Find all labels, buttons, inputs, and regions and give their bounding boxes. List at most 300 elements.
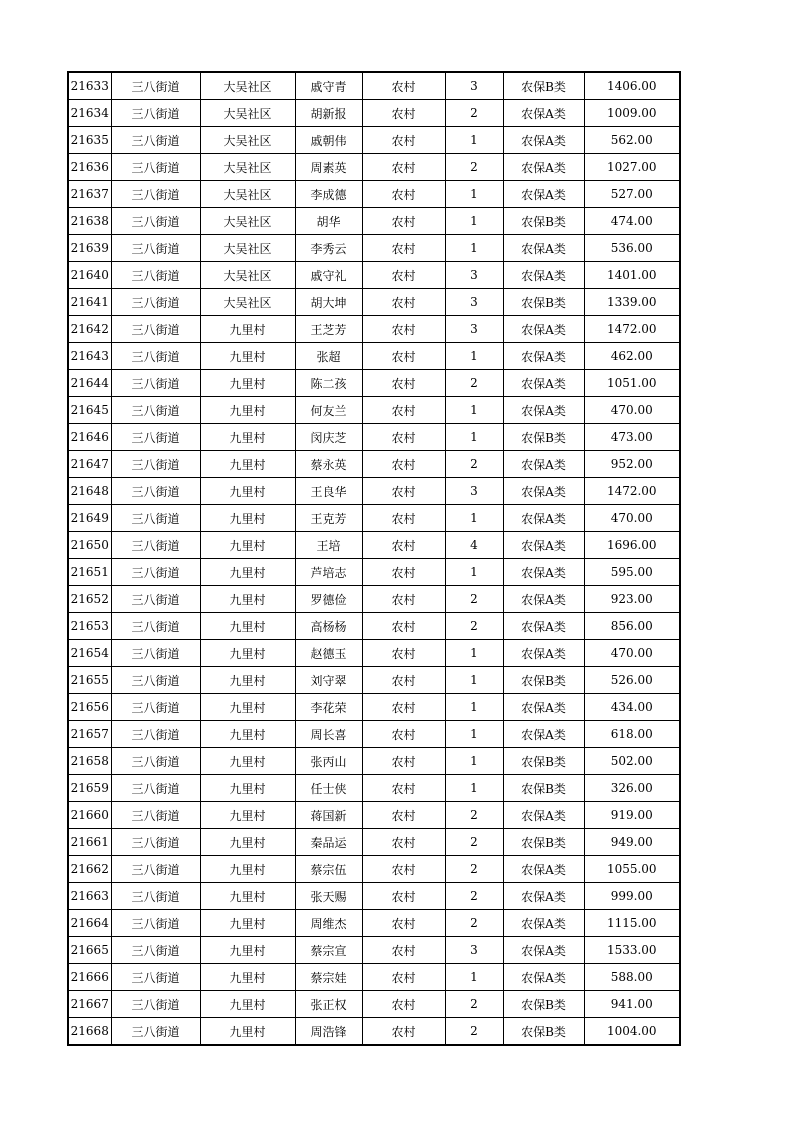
table-row: [68, 937, 680, 964]
community-cell: 九里村: [200, 802, 295, 829]
street-cell: 三八街道: [111, 235, 200, 262]
name-cell: 胡大坤: [295, 289, 362, 316]
table-row: [68, 397, 680, 424]
community-cell: 九里村: [200, 964, 295, 991]
household-size-cell: 2: [445, 370, 503, 397]
insurance-type-cell: 农保A类: [503, 937, 584, 964]
area-type-cell: 农村: [362, 235, 445, 262]
street-cell: 三八街道: [111, 100, 200, 127]
insurance-type-cell: 农保A类: [503, 505, 584, 532]
name-cell: 张正权: [295, 991, 362, 1018]
insurance-type-cell: 农保A类: [503, 154, 584, 181]
area-type-cell: 农村: [362, 72, 445, 100]
street-cell: 三八街道: [111, 262, 200, 289]
community-cell: 九里村: [200, 775, 295, 802]
area-type-cell: 农村: [362, 964, 445, 991]
street-cell: 三八街道: [111, 586, 200, 613]
community-cell: 九里村: [200, 613, 295, 640]
area-type-cell: 农村: [362, 694, 445, 721]
amount-cell: 462.00: [584, 343, 680, 370]
household-size-cell: 1: [445, 397, 503, 424]
street-cell: 三八街道: [111, 721, 200, 748]
amount-cell: 1472.00: [584, 316, 680, 343]
area-type-cell: 农村: [362, 127, 445, 154]
amount-cell: 1051.00: [584, 370, 680, 397]
street-cell: 三八街道: [111, 370, 200, 397]
row-id-cell: 21661: [68, 829, 111, 856]
name-cell: 周浩锋: [295, 1018, 362, 1046]
table-row: [68, 991, 680, 1018]
name-cell: 蔡宗伍: [295, 856, 362, 883]
household-size-cell: 1: [445, 640, 503, 667]
amount-cell: 470.00: [584, 505, 680, 532]
insurance-type-cell: 农保A类: [503, 586, 584, 613]
row-id-cell: 21653: [68, 613, 111, 640]
row-id-cell: 21648: [68, 478, 111, 505]
name-cell: 李花荣: [295, 694, 362, 721]
community-cell: 九里村: [200, 586, 295, 613]
row-id-cell: 21662: [68, 856, 111, 883]
row-id-cell: 21657: [68, 721, 111, 748]
household-size-cell: 1: [445, 964, 503, 991]
household-size-cell: 1: [445, 505, 503, 532]
table-row: [68, 856, 680, 883]
name-cell: 李成德: [295, 181, 362, 208]
area-type-cell: 农村: [362, 532, 445, 559]
community-cell: 九里村: [200, 829, 295, 856]
table-row: [68, 451, 680, 478]
amount-cell: 1533.00: [584, 937, 680, 964]
street-cell: 三八街道: [111, 72, 200, 100]
area-type-cell: 农村: [362, 154, 445, 181]
community-cell: 九里村: [200, 910, 295, 937]
area-type-cell: 农村: [362, 316, 445, 343]
household-size-cell: 1: [445, 748, 503, 775]
community-cell: 九里村: [200, 667, 295, 694]
insurance-type-cell: 农保A类: [503, 802, 584, 829]
insurance-type-cell: 农保B类: [503, 991, 584, 1018]
name-cell: 戚守礼: [295, 262, 362, 289]
insurance-type-cell: 农保B类: [503, 289, 584, 316]
table-row: [68, 802, 680, 829]
row-id-cell: 21664: [68, 910, 111, 937]
street-cell: 三八街道: [111, 613, 200, 640]
name-cell: 闵庆芝: [295, 424, 362, 451]
insurance-type-cell: 农保B类: [503, 667, 584, 694]
community-cell: 大吴社区: [200, 100, 295, 127]
row-id-cell: 21638: [68, 208, 111, 235]
amount-cell: 856.00: [584, 613, 680, 640]
amount-cell: 588.00: [584, 964, 680, 991]
table-row: [68, 262, 680, 289]
table-row: [68, 343, 680, 370]
insurance-type-cell: 农保A类: [503, 370, 584, 397]
name-cell: 蔡宗宣: [295, 937, 362, 964]
row-id-cell: 21647: [68, 451, 111, 478]
insurance-type-cell: 农保B类: [503, 775, 584, 802]
street-cell: 三八街道: [111, 478, 200, 505]
area-type-cell: 农村: [362, 181, 445, 208]
name-cell: 王良华: [295, 478, 362, 505]
insurance-type-cell: 农保A类: [503, 856, 584, 883]
insurance-type-cell: 农保A类: [503, 910, 584, 937]
amount-cell: 1027.00: [584, 154, 680, 181]
name-cell: 罗德俭: [295, 586, 362, 613]
insurance-type-cell: 农保A类: [503, 721, 584, 748]
row-id-cell: 21642: [68, 316, 111, 343]
area-type-cell: 农村: [362, 613, 445, 640]
community-cell: 九里村: [200, 937, 295, 964]
street-cell: 三八街道: [111, 802, 200, 829]
name-cell: 蒋国新: [295, 802, 362, 829]
table-row: [68, 72, 680, 100]
row-id-cell: 21644: [68, 370, 111, 397]
table-row: [68, 829, 680, 856]
row-id-cell: 21666: [68, 964, 111, 991]
amount-cell: 1339.00: [584, 289, 680, 316]
street-cell: 三八街道: [111, 910, 200, 937]
household-size-cell: 2: [445, 451, 503, 478]
community-cell: 九里村: [200, 694, 295, 721]
name-cell: 戚守青: [295, 72, 362, 100]
area-type-cell: 农村: [362, 370, 445, 397]
amount-cell: 1406.00: [584, 72, 680, 100]
street-cell: 三八街道: [111, 424, 200, 451]
row-id-cell: 21633: [68, 72, 111, 100]
name-cell: 胡新报: [295, 100, 362, 127]
amount-cell: 1009.00: [584, 100, 680, 127]
table-row: [68, 775, 680, 802]
name-cell: 王芝芳: [295, 316, 362, 343]
community-cell: 九里村: [200, 505, 295, 532]
household-size-cell: 1: [445, 235, 503, 262]
row-id-cell: 21654: [68, 640, 111, 667]
household-size-cell: 3: [445, 316, 503, 343]
name-cell: 蔡宗娃: [295, 964, 362, 991]
amount-cell: 1115.00: [584, 910, 680, 937]
amount-cell: 952.00: [584, 451, 680, 478]
amount-cell: 949.00: [584, 829, 680, 856]
street-cell: 三八街道: [111, 964, 200, 991]
name-cell: 何友兰: [295, 397, 362, 424]
name-cell: 周素英: [295, 154, 362, 181]
table-row: [68, 910, 680, 937]
amount-cell: 470.00: [584, 397, 680, 424]
insurance-type-cell: 农保A类: [503, 397, 584, 424]
insurance-type-cell: 农保A类: [503, 343, 584, 370]
table-row: [68, 424, 680, 451]
row-id-cell: 21634: [68, 100, 111, 127]
data-table: [67, 71, 681, 1046]
name-cell: 周维杰: [295, 910, 362, 937]
amount-cell: 919.00: [584, 802, 680, 829]
row-id-cell: 21655: [68, 667, 111, 694]
table-row: [68, 640, 680, 667]
household-size-cell: 4: [445, 532, 503, 559]
table-row: [68, 883, 680, 910]
table-row: [68, 208, 680, 235]
insurance-type-cell: 农保A类: [503, 694, 584, 721]
row-id-cell: 21649: [68, 505, 111, 532]
area-type-cell: 农村: [362, 802, 445, 829]
table-row: [68, 667, 680, 694]
row-id-cell: 21641: [68, 289, 111, 316]
area-type-cell: 农村: [362, 424, 445, 451]
table-body: [68, 72, 680, 1045]
street-cell: 三八街道: [111, 208, 200, 235]
community-cell: 九里村: [200, 316, 295, 343]
name-cell: 赵德玉: [295, 640, 362, 667]
row-id-cell: 21637: [68, 181, 111, 208]
row-id-cell: 21651: [68, 559, 111, 586]
street-cell: 三八街道: [111, 343, 200, 370]
insurance-type-cell: 农保A类: [503, 532, 584, 559]
amount-cell: 536.00: [584, 235, 680, 262]
community-cell: 大吴社区: [200, 262, 295, 289]
name-cell: 戚朝伟: [295, 127, 362, 154]
insurance-type-cell: 农保A类: [503, 640, 584, 667]
household-size-cell: 2: [445, 991, 503, 1018]
amount-cell: 473.00: [584, 424, 680, 451]
insurance-type-cell: 农保A类: [503, 316, 584, 343]
street-cell: 三八街道: [111, 559, 200, 586]
household-size-cell: 2: [445, 1018, 503, 1046]
insurance-type-cell: 农保A类: [503, 478, 584, 505]
name-cell: 张丙山: [295, 748, 362, 775]
community-cell: 大吴社区: [200, 154, 295, 181]
area-type-cell: 农村: [362, 748, 445, 775]
household-size-cell: 2: [445, 856, 503, 883]
household-size-cell: 1: [445, 559, 503, 586]
insurance-type-cell: 农保B类: [503, 829, 584, 856]
table-row: [68, 721, 680, 748]
row-id-cell: 21652: [68, 586, 111, 613]
amount-cell: 923.00: [584, 586, 680, 613]
row-id-cell: 21658: [68, 748, 111, 775]
amount-cell: 326.00: [584, 775, 680, 802]
street-cell: 三八街道: [111, 289, 200, 316]
household-size-cell: 1: [445, 424, 503, 451]
table-row: [68, 748, 680, 775]
household-size-cell: 2: [445, 154, 503, 181]
amount-cell: 474.00: [584, 208, 680, 235]
row-id-cell: 21643: [68, 343, 111, 370]
table-row: [68, 370, 680, 397]
area-type-cell: 农村: [362, 937, 445, 964]
name-cell: 周长喜: [295, 721, 362, 748]
community-cell: 大吴社区: [200, 181, 295, 208]
area-type-cell: 农村: [362, 1018, 445, 1046]
street-cell: 三八街道: [111, 640, 200, 667]
household-size-cell: 1: [445, 127, 503, 154]
community-cell: 九里村: [200, 991, 295, 1018]
table-row: [68, 694, 680, 721]
household-size-cell: 2: [445, 100, 503, 127]
table-row: [68, 316, 680, 343]
row-id-cell: 21640: [68, 262, 111, 289]
street-cell: 三八街道: [111, 181, 200, 208]
household-size-cell: 1: [445, 694, 503, 721]
table-row: [68, 964, 680, 991]
community-cell: 九里村: [200, 370, 295, 397]
row-id-cell: 21656: [68, 694, 111, 721]
community-cell: 九里村: [200, 1018, 295, 1046]
area-type-cell: 农村: [362, 883, 445, 910]
community-cell: 九里村: [200, 559, 295, 586]
street-cell: 三八街道: [111, 127, 200, 154]
name-cell: 王克芳: [295, 505, 362, 532]
row-id-cell: 21663: [68, 883, 111, 910]
row-id-cell: 21636: [68, 154, 111, 181]
household-size-cell: 2: [445, 910, 503, 937]
community-cell: 九里村: [200, 397, 295, 424]
table-row: [68, 478, 680, 505]
street-cell: 三八街道: [111, 397, 200, 424]
street-cell: 三八街道: [111, 451, 200, 478]
insurance-type-cell: 农保B类: [503, 748, 584, 775]
street-cell: 三八街道: [111, 316, 200, 343]
name-cell: 张超: [295, 343, 362, 370]
amount-cell: 434.00: [584, 694, 680, 721]
area-type-cell: 农村: [362, 451, 445, 478]
household-size-cell: 1: [445, 208, 503, 235]
name-cell: 秦品运: [295, 829, 362, 856]
name-cell: 王培: [295, 532, 362, 559]
household-size-cell: 3: [445, 262, 503, 289]
name-cell: 刘守翠: [295, 667, 362, 694]
insurance-type-cell: 农保A类: [503, 100, 584, 127]
insurance-type-cell: 农保A类: [503, 964, 584, 991]
name-cell: 张天赐: [295, 883, 362, 910]
amount-cell: 527.00: [584, 181, 680, 208]
household-size-cell: 2: [445, 829, 503, 856]
insurance-type-cell: 农保B类: [503, 208, 584, 235]
table-row: [68, 1018, 680, 1046]
insurance-type-cell: 农保A类: [503, 613, 584, 640]
household-size-cell: 3: [445, 478, 503, 505]
household-size-cell: 3: [445, 72, 503, 100]
community-cell: 九里村: [200, 478, 295, 505]
street-cell: 三八街道: [111, 775, 200, 802]
table-row: [68, 154, 680, 181]
community-cell: 大吴社区: [200, 289, 295, 316]
row-id-cell: 21639: [68, 235, 111, 262]
row-id-cell: 21660: [68, 802, 111, 829]
household-size-cell: 2: [445, 586, 503, 613]
name-cell: 高杨杨: [295, 613, 362, 640]
row-id-cell: 21646: [68, 424, 111, 451]
community-cell: 大吴社区: [200, 208, 295, 235]
row-id-cell: 21650: [68, 532, 111, 559]
amount-cell: 1401.00: [584, 262, 680, 289]
insurance-type-cell: 农保A类: [503, 451, 584, 478]
household-size-cell: 1: [445, 667, 503, 694]
area-type-cell: 农村: [362, 505, 445, 532]
area-type-cell: 农村: [362, 559, 445, 586]
area-type-cell: 农村: [362, 397, 445, 424]
insurance-type-cell: 农保A类: [503, 181, 584, 208]
insurance-type-cell: 农保B类: [503, 424, 584, 451]
area-type-cell: 农村: [362, 856, 445, 883]
household-size-cell: 1: [445, 181, 503, 208]
community-cell: 九里村: [200, 451, 295, 478]
row-id-cell: 21645: [68, 397, 111, 424]
amount-cell: 941.00: [584, 991, 680, 1018]
community-cell: 九里村: [200, 424, 295, 451]
insurance-type-cell: 农保A类: [503, 235, 584, 262]
name-cell: 任士侠: [295, 775, 362, 802]
household-size-cell: 1: [445, 775, 503, 802]
name-cell: 胡华: [295, 208, 362, 235]
street-cell: 三八街道: [111, 505, 200, 532]
table-row: [68, 559, 680, 586]
household-size-cell: 1: [445, 343, 503, 370]
amount-cell: 526.00: [584, 667, 680, 694]
area-type-cell: 农村: [362, 262, 445, 289]
street-cell: 三八街道: [111, 532, 200, 559]
table-row: [68, 235, 680, 262]
insurance-type-cell: 农保A类: [503, 559, 584, 586]
table-row: [68, 532, 680, 559]
area-type-cell: 农村: [362, 100, 445, 127]
community-cell: 九里村: [200, 640, 295, 667]
street-cell: 三八街道: [111, 694, 200, 721]
amount-cell: 1055.00: [584, 856, 680, 883]
name-cell: 李秀云: [295, 235, 362, 262]
table-row: [68, 127, 680, 154]
name-cell: 芦培志: [295, 559, 362, 586]
row-id-cell: 21659: [68, 775, 111, 802]
amount-cell: 595.00: [584, 559, 680, 586]
community-cell: 九里村: [200, 856, 295, 883]
street-cell: 三八街道: [111, 937, 200, 964]
community-cell: 大吴社区: [200, 127, 295, 154]
area-type-cell: 农村: [362, 829, 445, 856]
area-type-cell: 农村: [362, 991, 445, 1018]
community-cell: 大吴社区: [200, 72, 295, 100]
street-cell: 三八街道: [111, 748, 200, 775]
street-cell: 三八街道: [111, 829, 200, 856]
amount-cell: 470.00: [584, 640, 680, 667]
area-type-cell: 农村: [362, 586, 445, 613]
amount-cell: 1696.00: [584, 532, 680, 559]
insurance-type-cell: 农保B类: [503, 72, 584, 100]
area-type-cell: 农村: [362, 721, 445, 748]
household-size-cell: 2: [445, 613, 503, 640]
amount-cell: 1004.00: [584, 1018, 680, 1046]
name-cell: 陈二孩: [295, 370, 362, 397]
amount-cell: 999.00: [584, 883, 680, 910]
amount-cell: 618.00: [584, 721, 680, 748]
table-row: [68, 289, 680, 316]
table-row: [68, 181, 680, 208]
area-type-cell: 农村: [362, 775, 445, 802]
area-type-cell: 农村: [362, 478, 445, 505]
household-size-cell: 2: [445, 883, 503, 910]
insurance-type-cell: 农保B类: [503, 1018, 584, 1046]
row-id-cell: 21665: [68, 937, 111, 964]
insurance-type-cell: 农保A类: [503, 262, 584, 289]
household-size-cell: 1: [445, 721, 503, 748]
insurance-type-cell: 农保A类: [503, 127, 584, 154]
amount-cell: 1472.00: [584, 478, 680, 505]
row-id-cell: 21668: [68, 1018, 111, 1046]
area-type-cell: 农村: [362, 667, 445, 694]
street-cell: 三八街道: [111, 991, 200, 1018]
area-type-cell: 农村: [362, 208, 445, 235]
community-cell: 大吴社区: [200, 235, 295, 262]
street-cell: 三八街道: [111, 883, 200, 910]
